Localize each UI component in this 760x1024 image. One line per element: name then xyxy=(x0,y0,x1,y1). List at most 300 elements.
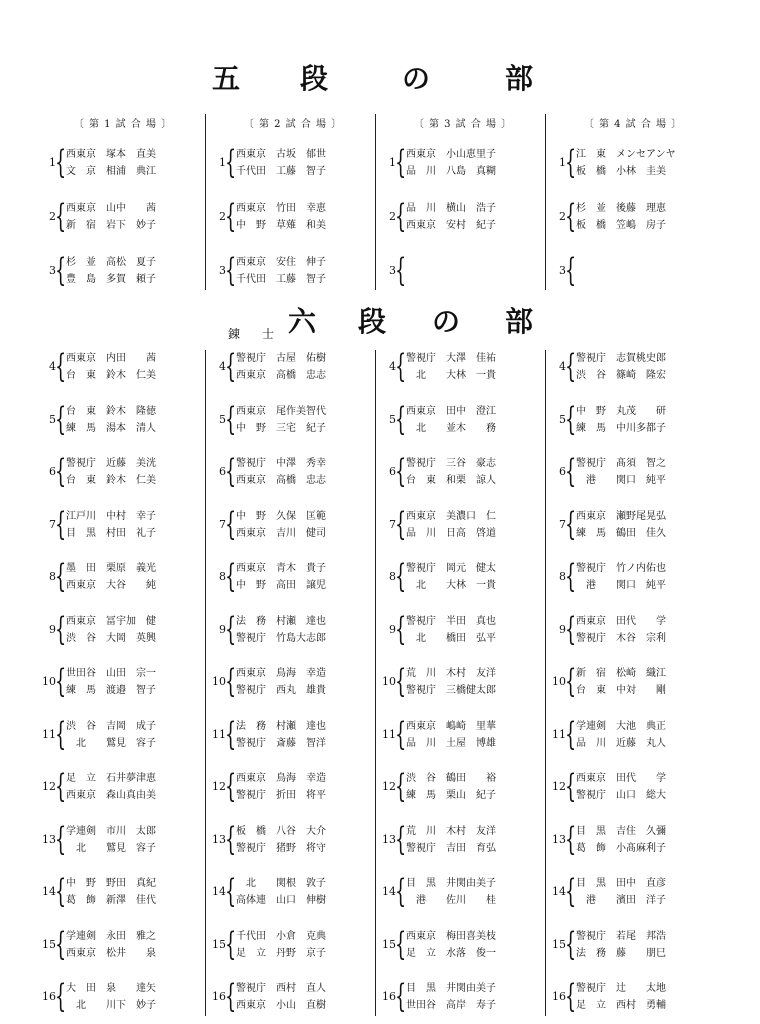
competitor-name: 工藤 智子 xyxy=(276,274,326,285)
competitor-row xyxy=(66,148,156,162)
competitor-row xyxy=(66,165,156,179)
match-entry xyxy=(38,872,208,911)
competitor-row xyxy=(576,510,666,524)
title-char: 六 xyxy=(288,305,317,338)
match-entry xyxy=(378,609,548,649)
competitor-name: 並木 務 xyxy=(446,422,496,434)
team-prefecture: 千代田 xyxy=(236,166,266,177)
match-entry xyxy=(38,609,208,649)
team-prefecture: 練 馬 xyxy=(576,422,606,434)
bracket-brace: { xyxy=(55,347,67,385)
team-prefecture: 法 務 xyxy=(236,615,266,627)
team-prefecture: 警視庁 xyxy=(236,458,266,469)
bracket-brace: { xyxy=(395,767,407,805)
competitor-row xyxy=(576,947,666,961)
match-entry xyxy=(548,399,718,439)
bracket-brace: { xyxy=(395,452,407,490)
match-entry xyxy=(378,714,548,754)
competitor-name: 横山 浩子 xyxy=(446,203,496,214)
competitor-name: 水落 俊一 xyxy=(446,947,496,959)
competitor-name: 小髙麻利子 xyxy=(616,842,666,854)
team-prefecture: 西東京 xyxy=(66,615,96,627)
match-number: 13 xyxy=(552,832,566,846)
team-prefecture: 西東京 xyxy=(406,149,436,160)
competitor-name: 鳥海 幸造 xyxy=(276,773,326,784)
match-number: 3 xyxy=(389,264,396,277)
match-number: 6 xyxy=(389,465,396,478)
competitor-row xyxy=(236,405,326,419)
team-prefecture: 目 黒 xyxy=(406,878,436,889)
competitor-name: 川下 妙子 xyxy=(106,1000,156,1011)
competitor-name: 半田 真也 xyxy=(446,615,496,627)
bracket-brace: { xyxy=(225,504,237,543)
title-char: の xyxy=(402,62,431,95)
competitor-row xyxy=(66,789,156,803)
competitor-row xyxy=(66,667,156,681)
competitor-name: 三橋健太郎 xyxy=(446,685,496,696)
match-number: 12 xyxy=(552,780,566,793)
bracket-brace: { xyxy=(225,714,237,753)
bracket-brace: { xyxy=(225,347,237,385)
competitor-row xyxy=(406,352,496,366)
match-number: 4 xyxy=(389,360,396,373)
competitor-row xyxy=(576,202,666,216)
competitor-name: 栗山 紀子 xyxy=(446,790,496,801)
competitor-row xyxy=(66,720,156,734)
competitor-row xyxy=(236,202,326,216)
competitor-row xyxy=(406,632,496,646)
team-prefecture: 品 川 xyxy=(406,166,436,177)
bracket-brace: { xyxy=(565,767,577,805)
competitor-name: 安村 紀子 xyxy=(446,220,496,231)
competitor-row xyxy=(66,422,156,436)
title-prefix-char: 錬 xyxy=(228,327,241,341)
competitor-row xyxy=(236,352,326,366)
match-number: 11 xyxy=(212,727,226,741)
match-number: 1 xyxy=(389,156,396,169)
bracket-brace: { xyxy=(565,872,577,910)
team-prefecture: 西東京 xyxy=(236,257,266,268)
team-prefecture: 西東京 xyxy=(236,668,266,679)
match-entry xyxy=(208,251,378,290)
competitor-name: 草薙 和美 xyxy=(276,220,326,231)
bracket-brace: { xyxy=(395,819,407,858)
competitor-row xyxy=(576,579,666,593)
team-prefecture: 警視庁 xyxy=(576,632,606,644)
match-number: 4 xyxy=(559,360,566,373)
competitor-name: 関根 敦子 xyxy=(276,878,326,889)
competitor-name: 岩下 妙子 xyxy=(106,220,156,231)
team-prefecture: 世田谷 xyxy=(406,1000,436,1011)
competitor-row xyxy=(66,527,156,541)
bracket-brace: { xyxy=(55,977,67,1015)
match-entry xyxy=(548,819,718,859)
team-prefecture: 西東京 xyxy=(236,149,266,160)
competitor-name: 橋田 弘平 xyxy=(446,632,496,644)
team-prefecture: 足 立 xyxy=(66,773,96,784)
match-number: 16 xyxy=(42,990,56,1003)
competitor-name: 冨宇加 健 xyxy=(106,615,156,627)
bracket-brace: { xyxy=(565,609,577,648)
competitor-name: 小山 直樹 xyxy=(276,1000,326,1011)
match-entry xyxy=(208,143,378,182)
match-number: 9 xyxy=(49,622,56,636)
competitor-row xyxy=(66,256,156,270)
team-prefecture: 葛 飾 xyxy=(576,842,606,854)
competitor-name: 大谷 純 xyxy=(106,580,156,591)
competitor-row xyxy=(576,982,666,996)
title-char: 段 xyxy=(358,305,387,338)
competitor-name: 村瀬 達也 xyxy=(276,615,326,627)
team-prefecture: 西東京 xyxy=(236,527,266,539)
competitor-name: 丸茂 研 xyxy=(616,405,666,417)
competitor-row xyxy=(406,667,496,681)
competitor-row xyxy=(66,982,156,996)
court-header: 〔 第 1 試 合 場 〕 xyxy=(73,119,173,130)
competitor-row xyxy=(406,894,496,908)
match-number: 14 xyxy=(42,885,56,898)
competitor-row xyxy=(236,615,326,629)
competitor-row xyxy=(576,667,666,681)
competitor-name: 栗原 義光 xyxy=(106,563,156,574)
bracket-brace: { xyxy=(395,872,407,910)
competitor-name: 松井 泉 xyxy=(106,947,156,959)
team-prefecture: 葛 飾 xyxy=(66,895,96,906)
competitor-name: 三宅 紀子 xyxy=(276,422,326,434)
bracket-brace: { xyxy=(565,557,577,595)
competitor-row xyxy=(66,930,156,944)
bracket-brace: { xyxy=(395,714,407,753)
team-prefecture: 中 野 xyxy=(236,580,266,591)
competitor-name: 篠崎 隆宏 xyxy=(616,370,666,381)
competitor-name: 山口 総大 xyxy=(616,790,666,801)
team-prefecture: 中 野 xyxy=(236,422,266,434)
match-entry xyxy=(208,714,378,754)
team-prefecture: 港 xyxy=(576,895,596,906)
competitor-row xyxy=(406,825,496,839)
team-prefecture: 西東京 xyxy=(66,203,96,214)
match-entry xyxy=(208,662,378,701)
match-entry xyxy=(548,609,718,649)
competitor-name: 志賀桃史郎 xyxy=(616,353,666,364)
competitor-name: 後藤 理恵 xyxy=(616,203,666,214)
competitor-row xyxy=(66,894,156,908)
match-entry xyxy=(548,251,718,290)
match-number: 7 xyxy=(559,517,566,531)
team-prefecture: 目 黒 xyxy=(576,878,606,889)
competitor-name: 田代 学 xyxy=(616,615,666,627)
competitor-row xyxy=(406,165,496,179)
competitor-name: 青木 貴子 xyxy=(276,563,326,574)
competitor-row xyxy=(406,405,496,419)
team-prefecture: 品 川 xyxy=(406,527,436,539)
match-entry xyxy=(548,143,718,182)
team-prefecture: 新 宿 xyxy=(576,668,606,679)
match-entry xyxy=(548,557,718,596)
competitor-row xyxy=(576,256,616,270)
bracket-brace: { xyxy=(395,557,407,595)
match-number: 9 xyxy=(219,622,226,636)
competitor-name: 髙須 智之 xyxy=(616,458,666,469)
competitor-row xyxy=(576,165,666,179)
competitor-name: 吉岡 成子 xyxy=(106,720,156,732)
competitor-name: 安住 伸子 xyxy=(276,257,326,268)
competitor-row xyxy=(406,369,496,383)
bracket-brace: { xyxy=(55,609,67,648)
competitor-row xyxy=(576,615,666,629)
team-prefecture: 台 東 xyxy=(66,405,96,417)
competitor-name: 相浦 典江 xyxy=(106,166,156,177)
bracket-brace: { xyxy=(565,347,577,385)
competitor-name: 関口 純平 xyxy=(616,580,666,591)
match-number: 10 xyxy=(552,675,566,688)
competitor-row xyxy=(66,825,156,839)
match-entry xyxy=(208,977,378,1016)
bracket-brace: { xyxy=(565,977,577,1015)
match-entry xyxy=(378,197,548,236)
competitor-name: 高松 夏子 xyxy=(106,257,156,268)
competitor-row xyxy=(236,527,326,541)
competitor-name: 田中 澄江 xyxy=(446,405,496,417)
competitor-name: 多賀 頼子 xyxy=(106,274,156,285)
competitor-name: 山田 宗一 xyxy=(106,668,156,679)
competitor-row xyxy=(406,789,496,803)
match-number: 3 xyxy=(219,264,226,277)
bracket-brace: { xyxy=(55,143,67,181)
team-prefecture: 西東京 xyxy=(236,475,266,486)
competitor-row xyxy=(236,273,326,287)
competitor-name: 塚本 直美 xyxy=(106,149,156,160)
bracket-brace: { xyxy=(565,662,577,700)
competitor-name: 折田 将平 xyxy=(276,790,326,801)
competitor-row xyxy=(576,772,666,786)
competitor-name: 八谷 大介 xyxy=(276,825,326,837)
competitor-name: 大池 典正 xyxy=(616,720,666,732)
competitor-row xyxy=(576,527,666,541)
team-prefecture: 渋 谷 xyxy=(406,773,436,784)
bracket-brace: { xyxy=(395,399,407,438)
competitor-row xyxy=(406,510,496,524)
match-number: 14 xyxy=(212,885,226,898)
competitor-row xyxy=(406,527,496,541)
competitor-row xyxy=(236,474,326,488)
competitor-name: 鈴木 仁美 xyxy=(106,475,156,486)
bracket-brace: { xyxy=(225,977,237,1015)
match-entry xyxy=(38,767,208,806)
competitor-row xyxy=(576,219,666,233)
bracket-brace: { xyxy=(565,143,577,181)
competitor-name: 鈴木 仁美 xyxy=(106,370,156,381)
competitor-row xyxy=(236,947,326,961)
competitor-row xyxy=(406,842,496,856)
competitor-row xyxy=(406,999,496,1013)
match-number: 8 xyxy=(219,570,226,583)
team-prefecture: 台 東 xyxy=(66,370,96,381)
bracket-brace: { xyxy=(565,251,577,289)
competitor-name: 泉 達矢 xyxy=(106,983,156,994)
competitor-name: 田代 学 xyxy=(616,773,666,784)
bracket-brace: { xyxy=(225,662,237,700)
team-prefecture: 西東京 xyxy=(406,930,436,942)
match-number: 1 xyxy=(559,156,566,169)
match-entry xyxy=(378,767,548,806)
bracket-brace: { xyxy=(55,197,67,235)
team-prefecture: 目 黒 xyxy=(66,527,96,539)
team-prefecture: 台 東 xyxy=(66,475,96,486)
competitor-name: 森山真由美 xyxy=(106,790,156,801)
match-number: 10 xyxy=(382,675,396,688)
competitor-row xyxy=(236,457,326,471)
competitor-name: 木村 友洋 xyxy=(446,668,496,679)
match-entry xyxy=(208,767,378,806)
competitor-row xyxy=(236,562,326,576)
match-number: 1 xyxy=(49,156,56,169)
competitor-row xyxy=(236,422,326,436)
bracket-brace: { xyxy=(55,924,67,963)
team-prefecture: 警視庁 xyxy=(236,632,266,644)
competitor-row xyxy=(236,877,326,891)
team-prefecture: 警視庁 xyxy=(236,790,266,801)
team-prefecture: 北 xyxy=(66,842,86,854)
competitor-row xyxy=(406,219,496,233)
competitor-row xyxy=(236,825,326,839)
match-number: 13 xyxy=(382,832,396,846)
competitor-name: 山口 伸樹 xyxy=(276,895,326,906)
team-prefecture: 西東京 xyxy=(406,405,436,417)
match-number: 12 xyxy=(212,780,226,793)
competitor-row xyxy=(66,273,156,287)
team-prefecture: 品 川 xyxy=(576,737,606,749)
competitor-name: 木村 友洋 xyxy=(446,825,496,837)
bracket-brace: { xyxy=(225,924,237,963)
competitor-row xyxy=(66,842,156,856)
bracket-brace: { xyxy=(55,557,67,595)
bracket-brace: { xyxy=(55,504,67,543)
title-char: 部 xyxy=(505,62,534,95)
competitor-row xyxy=(406,772,496,786)
match-entry xyxy=(208,924,378,964)
match-number: 3 xyxy=(49,264,56,277)
match-number: 9 xyxy=(389,622,396,636)
team-prefecture: 警視庁 xyxy=(576,983,606,994)
team-prefecture: 法 務 xyxy=(576,947,606,959)
title-char: 段 xyxy=(300,62,329,95)
match-entry xyxy=(38,662,208,701)
competitor-name: 近藤 丸人 xyxy=(616,737,666,749)
bracket-brace: { xyxy=(395,609,407,648)
bracket-brace: { xyxy=(395,977,407,1015)
competitor-name: 佐川 桂 xyxy=(446,895,496,906)
match-entry xyxy=(378,504,548,544)
match-number: 12 xyxy=(42,780,56,793)
bracket-brace: { xyxy=(225,197,237,235)
competitor-name: 大澤 佳祐 xyxy=(446,353,496,364)
competitor-name: 大林 一貴 xyxy=(446,370,496,381)
match-number: 4 xyxy=(219,360,226,373)
team-prefecture: 板 橋 xyxy=(576,166,606,177)
court-header: 〔 第 2 試 合 場 〕 xyxy=(243,119,343,130)
competitor-name: 古屋 佑樹 xyxy=(276,353,326,364)
competitor-name: 竹ノ内佑也 xyxy=(616,563,666,574)
team-prefecture: 警視庁 xyxy=(406,685,436,696)
team-prefecture: 江戸川 xyxy=(66,510,96,522)
competitor-name: 日高 啓道 xyxy=(446,527,496,539)
match-number: 5 xyxy=(219,412,226,426)
competitor-row xyxy=(66,877,156,891)
competitor-row xyxy=(66,510,156,524)
match-number: 14 xyxy=(552,885,566,898)
competitor-row xyxy=(66,632,156,646)
team-prefecture: 文 京 xyxy=(66,166,96,177)
bracket-brace: { xyxy=(565,399,577,438)
bracket-brace: { xyxy=(565,819,577,858)
bracket-brace: { xyxy=(395,197,407,235)
competitor-name: 濱田 洋子 xyxy=(616,895,666,906)
match-number: 7 xyxy=(49,517,56,531)
match-number: 3 xyxy=(559,264,566,277)
match-number: 7 xyxy=(389,517,396,531)
bracket-brace: { xyxy=(225,767,237,805)
competitor-name: 嶋崎 里華 xyxy=(446,720,496,732)
bracket-brace: { xyxy=(225,609,237,648)
match-number: 16 xyxy=(552,990,566,1003)
competitor-row xyxy=(576,825,666,839)
competitor-name: 永田 雅之 xyxy=(106,930,156,942)
competitor-name: 村田 礼子 xyxy=(106,527,156,539)
match-entry xyxy=(208,347,378,386)
match-entry xyxy=(548,504,718,544)
competitor-row xyxy=(66,219,156,233)
match-entry xyxy=(378,557,548,596)
team-prefecture: 荒 川 xyxy=(406,668,436,679)
match-entry xyxy=(548,452,718,491)
team-prefecture: 中 野 xyxy=(576,405,606,417)
competitor-row xyxy=(576,999,666,1013)
competitor-row xyxy=(66,369,156,383)
competitor-row xyxy=(576,422,666,436)
bracket-brace: { xyxy=(395,662,407,700)
match-number: 1 xyxy=(219,156,226,169)
competitor-name: 丹野 京子 xyxy=(276,947,326,959)
team-prefecture: 港 xyxy=(406,895,426,906)
bracket-brace: { xyxy=(55,452,67,490)
competitor-row xyxy=(576,369,666,383)
competitor-row xyxy=(236,256,326,270)
team-prefecture: 練 馬 xyxy=(406,790,436,801)
bracket-brace: { xyxy=(395,251,407,289)
match-number: 5 xyxy=(559,412,566,426)
competitor-name: 小山恵里子 xyxy=(446,149,496,160)
competitor-row xyxy=(236,982,326,996)
team-prefecture: 警視庁 xyxy=(236,842,266,854)
bracket-brace: { xyxy=(395,504,407,543)
competitor-row xyxy=(236,219,326,233)
bracket-brace: { xyxy=(395,143,407,181)
team-prefecture: 世田谷 xyxy=(66,668,96,679)
team-prefecture: 渋 谷 xyxy=(66,632,96,644)
match-entry xyxy=(378,977,548,1016)
competitor-row xyxy=(406,422,496,436)
match-number: 11 xyxy=(42,727,56,741)
bracket-brace: { xyxy=(565,504,577,543)
competitor-name: 猪野 将守 xyxy=(276,842,326,854)
competitor-name: 藤 朋巳 xyxy=(616,947,666,959)
competitor-name: 石井夢津恵 xyxy=(106,773,156,784)
match-entry xyxy=(548,767,718,806)
team-prefecture: 千代田 xyxy=(236,930,266,942)
competitor-row xyxy=(66,999,156,1013)
competitor-row xyxy=(66,474,156,488)
